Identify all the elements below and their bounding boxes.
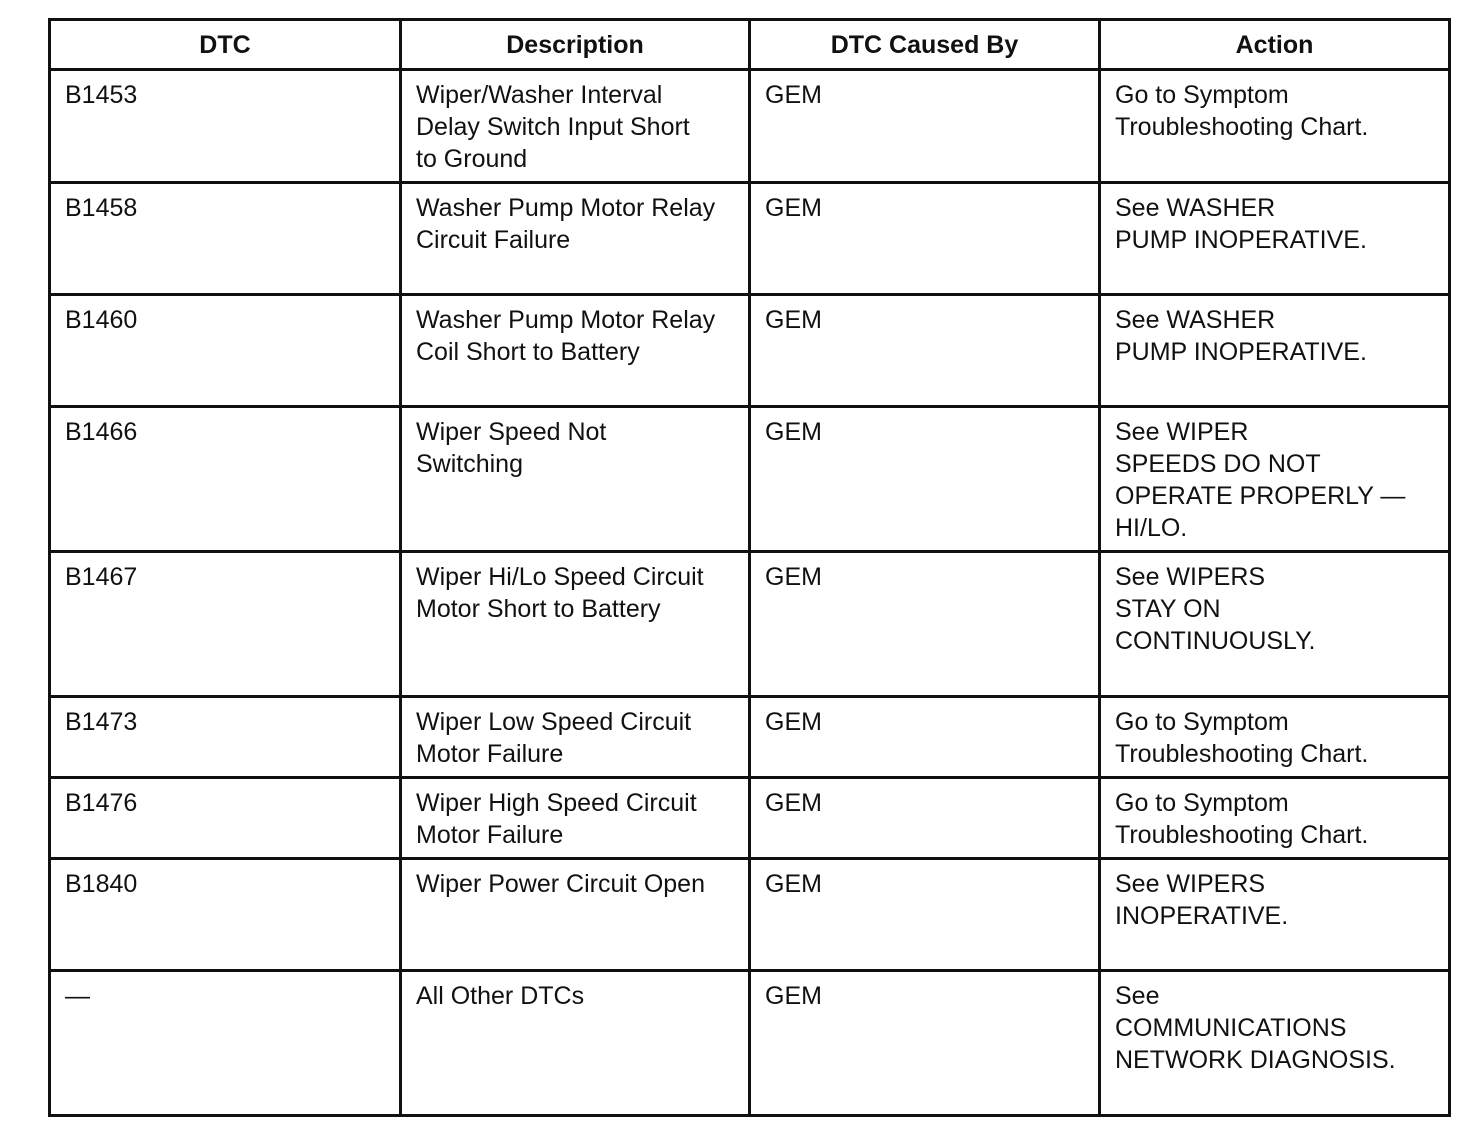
dtc-description: Wiper Speed Not Switching <box>401 407 750 552</box>
dtc-code: B1458 <box>50 183 401 295</box>
dtc-caused-by: GEM <box>750 778 1100 859</box>
header-description: Description <box>401 20 750 70</box>
dtc-description: Washer Pump Motor Relay Circuit Failure <box>401 183 750 295</box>
dtc-code: B1473 <box>50 697 401 778</box>
dtc-action: See WIPER SPEEDS DO NOT OPERATE PROPERLY — HI/LO. <box>1100 407 1450 552</box>
table-row <box>50 778 1450 859</box>
dtc-description: Washer Pump Motor Relay Coil Short to Battery <box>401 295 750 407</box>
dtc-action: Go to Symptom Troubleshooting Chart. <box>1100 778 1450 859</box>
table-row <box>50 295 1450 407</box>
dtc-caused-by: GEM <box>750 552 1100 697</box>
dtc-code: B1453 <box>50 70 401 183</box>
dtc-code: B1466 <box>50 407 401 552</box>
table-row <box>50 859 1450 971</box>
dtc-code: B1476 <box>50 778 401 859</box>
dtc-action: See WASHER PUMP INOPERATIVE. <box>1100 183 1450 295</box>
header-dtc: DTC <box>50 20 401 70</box>
dtc-caused-by: GEM <box>750 70 1100 183</box>
dtc-caused-by: GEM <box>750 183 1100 295</box>
dtc-caused-by: GEM <box>750 407 1100 552</box>
dtc-code: B1460 <box>50 295 401 407</box>
dtc-description: Wiper Power Circuit Open <box>401 859 750 971</box>
dtc-description: Wiper Low Speed Circuit Motor Failure <box>401 697 750 778</box>
dtc-description: Wiper High Speed Circuit Motor Failure <box>401 778 750 859</box>
dtc-code: B1467 <box>50 552 401 697</box>
dtc-table <box>48 18 1451 1117</box>
dtc-code: B1840 <box>50 859 401 971</box>
dtc-caused-by: GEM <box>750 295 1100 407</box>
table-header-row <box>50 20 1450 70</box>
dtc-description: Wiper Hi/Lo Speed Circuit Motor Short to Battery <box>401 552 750 697</box>
dtc-action: See WIPERS INOPERATIVE. <box>1100 859 1450 971</box>
table-row <box>50 407 1450 552</box>
table-row <box>50 552 1450 697</box>
dtc-caused-by: GEM <box>750 697 1100 778</box>
dtc-action: See COMMUNICATIONS NETWORK DIAGNOSIS. <box>1100 971 1450 1116</box>
dtc-action: Go to Symptom Troubleshooting Chart. <box>1100 70 1450 183</box>
dtc-caused-by: GEM <box>750 971 1100 1116</box>
dtc-action: See WIPERS STAY ON CONTINUOUSLY. <box>1100 552 1450 697</box>
dtc-caused-by: GEM <box>750 859 1100 971</box>
header-action: Action <box>1100 20 1450 70</box>
header-caused-by: DTC Caused By <box>750 20 1100 70</box>
dtc-code: — <box>50 971 401 1116</box>
table-row <box>50 697 1450 778</box>
table-row <box>50 183 1450 295</box>
dtc-action: Go to Symptom Troubleshooting Chart. <box>1100 697 1450 778</box>
dtc-description: Wiper/Washer Interval Delay Switch Input Short to Ground <box>401 70 750 183</box>
dtc-description: All Other DTCs <box>401 971 750 1116</box>
table-row <box>50 70 1450 183</box>
table-row <box>50 971 1450 1116</box>
dtc-action: See WASHER PUMP INOPERATIVE. <box>1100 295 1450 407</box>
